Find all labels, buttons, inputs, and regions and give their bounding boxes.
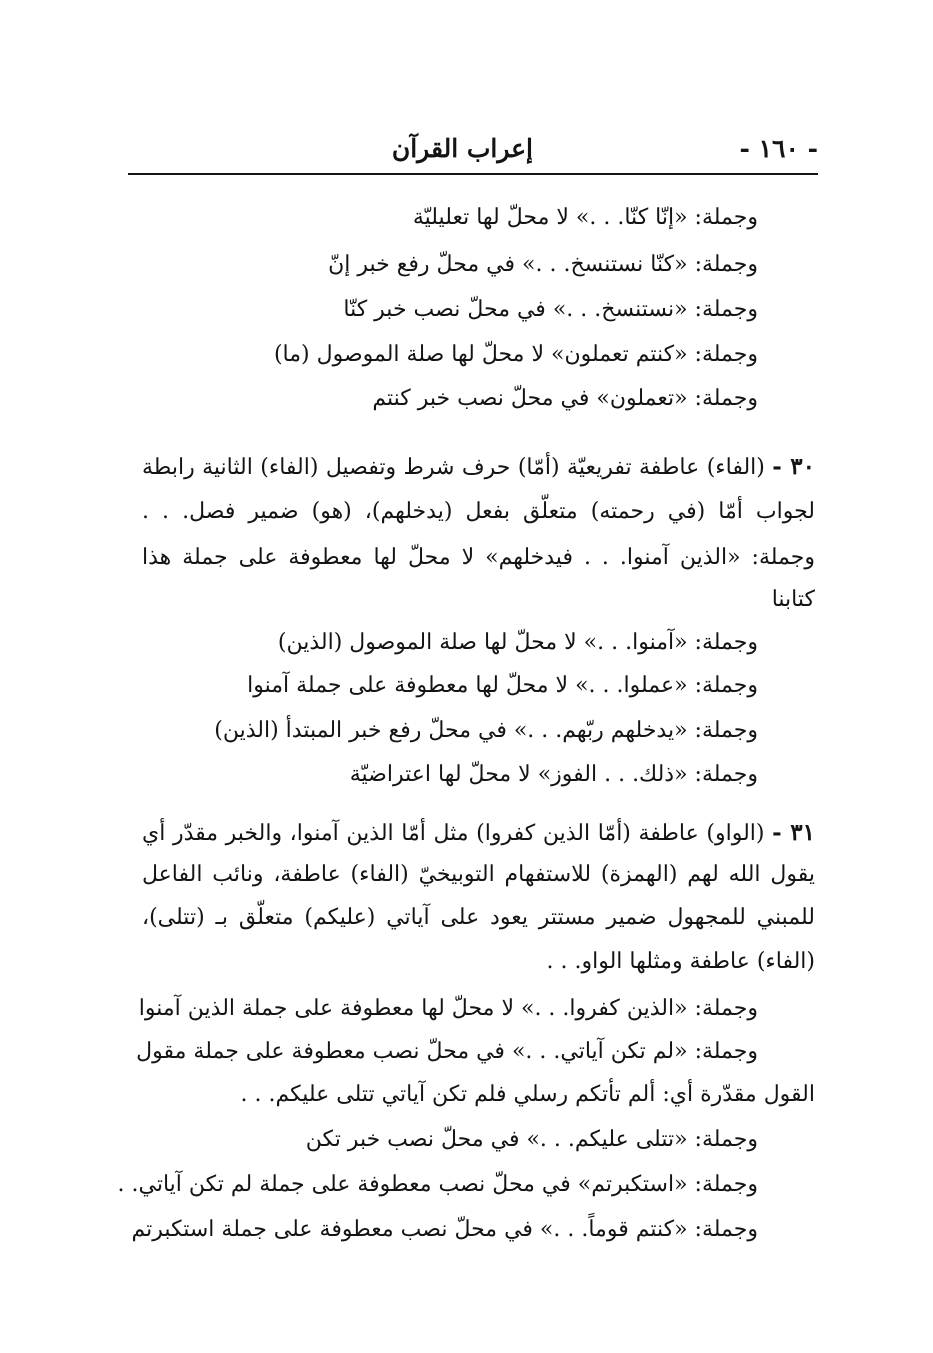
text-line: وجملة: «الذين كفروا. . .» لا محلّ لها معطوفة على جملة الذين آمنوا <box>138 996 758 1021</box>
text-line: وجملة: «عملوا. . .» لا محلّ لها معطوفة على جملة آمنوا <box>247 673 758 698</box>
running-title: إعراب القرآن <box>391 134 533 163</box>
header-rule <box>128 173 818 175</box>
text-line: وجملة: «لم تكن آياتي. . .» في محلّ نصب معطوفة على جملة مقول <box>136 1039 758 1064</box>
text-line: وجملة: «كنتم تعملون» لا محلّ لها صلة الموصول (ما) <box>273 342 758 367</box>
text-line: وجملة: «ذلك. . . الفوز» لا محلّ لها اعتراضيّة <box>349 762 758 787</box>
text-line: وجملة: «تتلى عليكم. . .» في محلّ نصب خبر تكن <box>305 1127 758 1152</box>
text-line: للمبني للمجهول ضمير مستتر يعود على آياتي (عليكم) متعلّق بـ (تتلى)، <box>142 905 815 930</box>
text-line: (الفاء) عاطفة ومثلها الواو. . . <box>546 949 815 974</box>
text-line: القول مقدّرة أي: ألم تأتكم رسلي فلم تكن آياتي تتلى عليكم. . . <box>240 1082 815 1107</box>
text-line: وجملة: «آمنوا. . .» لا محلّ لها صلة الموصول (الذين) <box>277 630 758 655</box>
page-number: - ١٦٠ - <box>739 134 818 163</box>
text-line: وجملة: «نستنسخ. . .» في محلّ نصب خبر كنّا <box>343 297 758 322</box>
text-line: وجملة: «كنّا نستنسخ. . .» في محلّ رفع خبر إنّ <box>328 252 758 277</box>
paragraph-text: (الفاء) عاطفة تفريعيّة (أمّا) حرف شرط وتفصيل (الفاء) الثانية رابطة <box>142 455 765 480</box>
text-line: وجملة: «كنتم قوماً. . .» في محلّ نصب معطوفة على جملة استكبرتم <box>131 1217 758 1242</box>
text-line: لجواب أمّا (في رحمته) متعلّق بفعل (يدخلهم)، (هو) ضمير فصل. . . <box>142 499 815 524</box>
section-31-first-line <box>142 818 815 849</box>
text-line: وجملة: «تعملون» في محلّ نصب خبر كنتم <box>372 386 758 411</box>
text-line: كتابنا <box>771 587 815 612</box>
page-header <box>128 130 818 172</box>
text-line: يقول الله لهم (الهمزة) للاستفهام التوبيخيّ (الفاء) عاطفة، ونائب الفاعل <box>142 862 815 887</box>
text-line: وجملة: «الذين آمنوا. . . فيدخلهم» لا محلّ لها معطوفة على جملة هذا <box>142 545 815 570</box>
section-number: ٣١ - <box>772 819 815 846</box>
text-line: وجملة: «استكبرتم» في محلّ نصب معطوفة على جملة لم تكن آياتي. . <box>117 1172 758 1197</box>
section-number: ٣٠ - <box>772 453 815 480</box>
paragraph-text: (الواو) عاطفة (أمّا الذين كفروا) مثل أمّا الذين آمنوا، والخبر مقدّر أي <box>142 821 765 846</box>
text-line: وجملة: «إنّا كنّا. . .» لا محلّ لها تعليليّة <box>412 205 758 230</box>
section-30-first-line <box>142 452 815 483</box>
text-line: وجملة: «يدخلهم ربّهم. . .» في محلّ رفع خبر المبتدأ (الذين) <box>214 718 758 743</box>
